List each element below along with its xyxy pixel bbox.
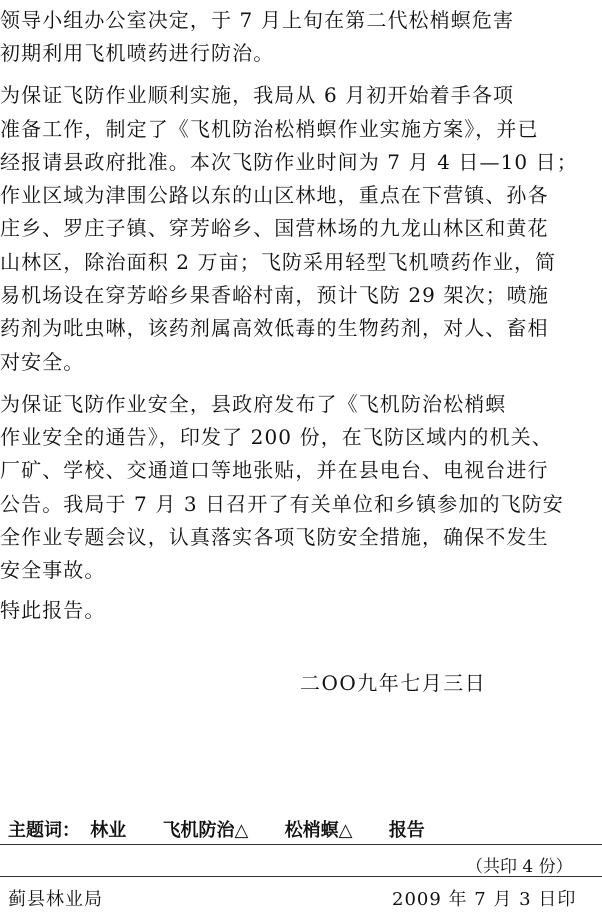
body-line: 全作业专题会议，认真落实各项飞防安全措施，确保不发生 <box>0 525 549 549</box>
keyword: 松梢螟△ <box>284 820 353 841</box>
body-line: 作业区域为津围公路以东的山区林地，重点在下营镇、孙各 <box>0 183 549 207</box>
body-line: 山林区，除治面积 2 万亩；飞防采用轻型飞机喷药作业，简 <box>0 250 557 274</box>
body-line: 为保证飞防作业顺利实施，我局从 6 月初开始着手各项 <box>0 83 515 107</box>
body-line: 为保证飞防作业安全，县政府发布了《飞机防治松梢螟 <box>0 392 507 416</box>
report-date: 二OO九年七月三日 <box>300 671 487 695</box>
keyword: 林业 <box>90 820 127 841</box>
body-line: 初期利用飞机喷药进行防治。 <box>0 41 275 65</box>
body-line: 厂矿、学校、交通道口等地张贴，并在县电台、电视台进行 <box>0 458 549 482</box>
body-line: 庄乡、罗庄子镇、穿芳峪乡、国营林场的九龙山林区和黄花 <box>0 216 549 240</box>
body-line: 易机场设在穿芳峪乡果香峪村南，预计飞防 29 架次；喷施 <box>0 283 549 307</box>
divider-middle <box>0 876 602 877</box>
divider-top <box>0 844 602 845</box>
body-line: 经报请县政府批准。本次飞防作业时间为 7 月 4 日—10 日； <box>0 150 578 174</box>
copies-count: （共印 4 份） <box>466 857 573 877</box>
subject-keywords <box>8 816 455 842</box>
issuer: 蓟县林业局 <box>8 889 103 910</box>
keywords-label: 主题词： <box>8 820 80 841</box>
body-line: 公告。我局于 7 月 3 日召开了有关单位和乡镇参加的飞防安 <box>0 492 564 516</box>
body-line: 领导小组办公室决定，于 7 月上旬在第二代松梢螟危害 <box>0 8 515 32</box>
print-date: 2009 年 7 月 3 日印 <box>392 889 577 910</box>
body-line: 准备工作，制定了《飞机防治松梢螟作业实施方案》，并已 <box>0 117 539 141</box>
keyword: 飞机防治△ <box>162 820 249 841</box>
keyword: 报告 <box>388 820 425 841</box>
body-line: 特此报告。 <box>0 598 106 622</box>
body-line: 安全事故。 <box>0 558 106 582</box>
body-line: 作业安全的通告》，印发了 200 份，在飞防区域内的机关、 <box>0 425 553 449</box>
body-line: 对安全。 <box>0 350 85 374</box>
body-line: 药剂为吡虫啉，该药剂属高效低毒的生物药剂，对人、畜相 <box>0 316 549 340</box>
